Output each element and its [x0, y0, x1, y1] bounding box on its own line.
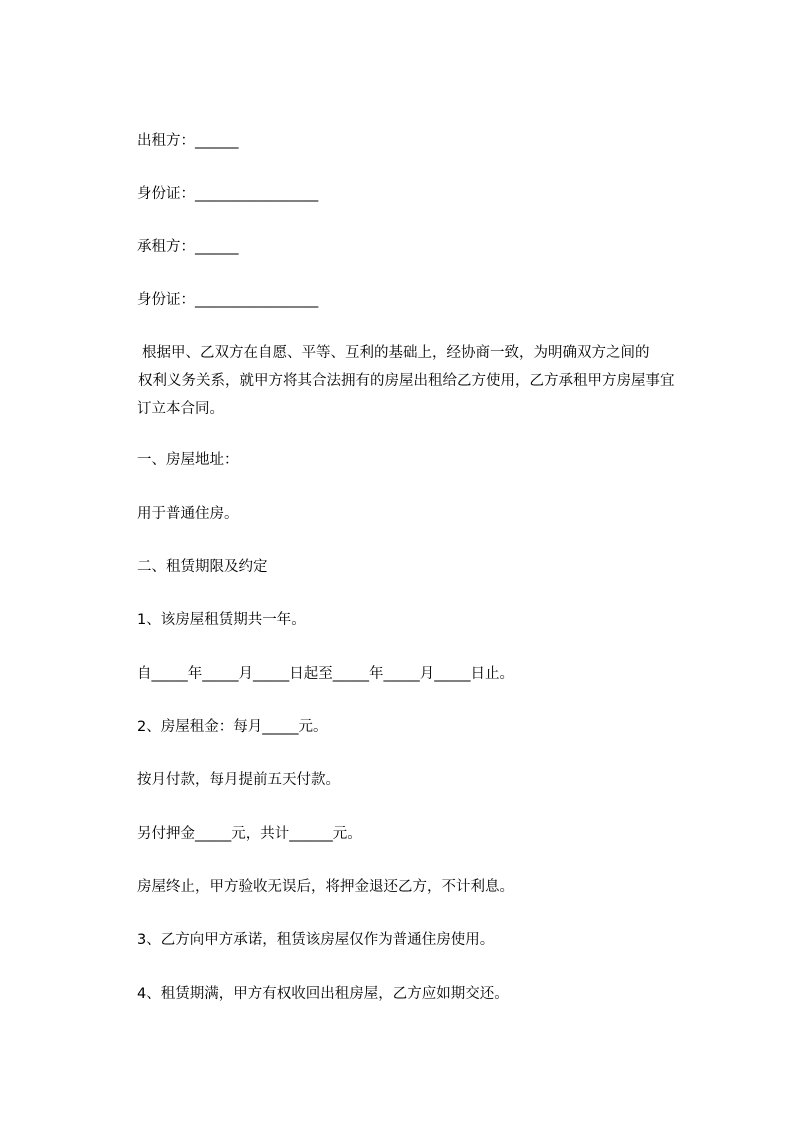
- clause2-rent: 2、房屋租金：每月_____元。: [137, 719, 328, 735]
- lessee-line: 承租方：______: [137, 239, 239, 255]
- clause4-expiry: 4、租赁期满，甲方有权收回出租房屋，乙方应如期交还。: [137, 986, 509, 1002]
- preamble-line-3: 订立本合同。: [137, 401, 224, 417]
- preamble-paragraph: [137, 339, 700, 423]
- clause2-payment: 按月付款，每月提前五天付款。: [137, 772, 340, 788]
- clause2-deposit: 另付押金_____元，共计______元。: [137, 826, 362, 842]
- clause1-term: 1、该房屋租赁期共一年。: [137, 612, 306, 628]
- section1-text: 用于普通住房。: [137, 506, 239, 522]
- lessor-line: 出租方：______: [137, 133, 239, 149]
- clause1-dates: 自_____年_____月_____日起至_____年_____月_____日止。: [137, 666, 514, 682]
- section2-heading: 二、租赁期限及约定: [137, 559, 268, 575]
- clause2-refund: 房屋终止，甲方验收无误后，将押金退还乙方，不计利息。: [137, 879, 514, 895]
- lessee-id-line: 身份证：_________________: [137, 292, 319, 308]
- section1-heading: 一、房屋地址：: [137, 452, 239, 468]
- preamble-line-2: 权利义务关系，就甲方将其合法拥有的房屋出租给乙方使用，乙方承租甲方房屋事宜: [138, 373, 675, 389]
- clause3-usage: 3、乙方向甲方承诺，租赁该房屋仅作为普通住房使用。: [137, 932, 495, 948]
- lessor-id-line: 身份证：_________________: [137, 186, 319, 202]
- preamble-line-1: 根据甲、乙双方在自愿、平等、互利的基础上，经协商一致，为明确双方之间的: [142, 345, 650, 361]
